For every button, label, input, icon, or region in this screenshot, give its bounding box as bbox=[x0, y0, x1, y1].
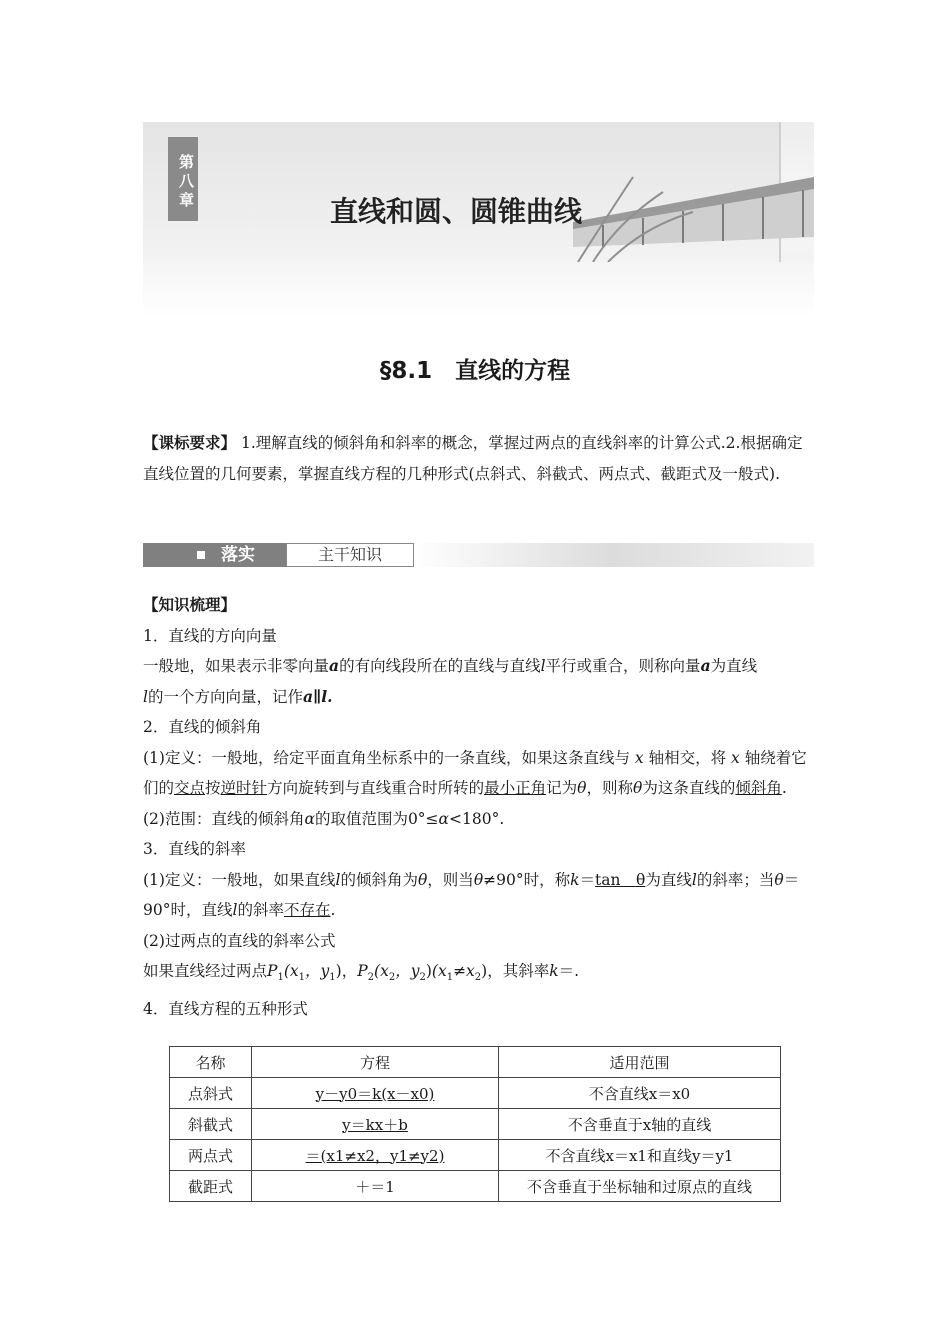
s3-formula: 如果直线经过两点$P_1(x_1$，$y_1$)，$P_2(x_2$，$y_2)(x_1\ne x_2)$，其斜率k＝. bbox=[143, 962, 580, 984]
row-equation: y－y0＝k(x－x0) bbox=[252, 1078, 499, 1109]
knowledge-content bbox=[143, 590, 814, 1024]
divider-dark-bar bbox=[143, 543, 286, 567]
s3-definition: (1)定义：一般地，如果直线l的倾斜角为θ，则当θ≠90°时，称k＝tan θ为直线l的斜率；当θ＝90°时，直线l的斜率不存在. bbox=[143, 870, 800, 919]
table-row bbox=[170, 1140, 781, 1171]
row-equation: ＋＝1 bbox=[252, 1171, 499, 1202]
requirements-text: 1.理解直线的倾斜角和斜率的概念，掌握过两点的直线斜率的计算公式.2.根据确定直线位置的几何要素，掌握直线方程的几种形式(点斜式、斜截式、两点式、截距式及一般式). bbox=[143, 434, 803, 483]
s2-range: (2)范围：直线的倾斜角α的取值范围为0°≤α<180°. bbox=[143, 809, 505, 828]
banner-water bbox=[143, 262, 814, 317]
row-name: 两点式 bbox=[170, 1140, 252, 1171]
table-row bbox=[170, 1109, 781, 1140]
curriculum-requirements bbox=[143, 428, 814, 490]
table-row bbox=[170, 1078, 781, 1109]
row-equation: y＝kx＋b bbox=[252, 1109, 499, 1140]
s4-title: 4．直线方程的五种形式 bbox=[143, 999, 308, 1018]
square-bullet-icon bbox=[197, 551, 205, 559]
row-equation: ＝(x1≠x2，y1≠y2) bbox=[252, 1140, 499, 1171]
s2-title: 2．直线的倾斜角 bbox=[143, 718, 262, 736]
row-range: 不含垂直于坐标轴和过原点的直线 bbox=[499, 1171, 781, 1202]
row-name: 点斜式 bbox=[170, 1078, 252, 1109]
row-range: 不含直线x＝x1和直线y＝y1 bbox=[499, 1140, 781, 1171]
requirements-label: 【课标要求】 bbox=[143, 434, 237, 452]
s3-subheading: (2)过两点的直线的斜率公式 bbox=[143, 931, 336, 950]
row-range: 不含垂直于x轴的直线 bbox=[499, 1109, 781, 1140]
table-row bbox=[170, 1171, 781, 1202]
row-name: 斜截式 bbox=[170, 1109, 252, 1140]
table-header-row bbox=[170, 1047, 781, 1078]
divider-light-label: 主干知识 bbox=[286, 543, 414, 567]
s1-body: 一般地，如果表示非零向量a的有向线段所在的直线与直线l平行或重合，则称向量a为直线 l的一个方向向量，记作a∥l. bbox=[143, 656, 758, 706]
s3-title: 3．直线的斜率 bbox=[143, 840, 246, 858]
header-name: 名称 bbox=[170, 1047, 252, 1078]
section-divider bbox=[143, 543, 814, 567]
header-equation: 方程 bbox=[252, 1047, 499, 1078]
divider-dark-label: 落实 bbox=[221, 545, 255, 565]
knowledge-heading: 【知识梳理】 bbox=[143, 596, 237, 614]
header-range: 适用范围 bbox=[499, 1047, 781, 1078]
s2-definition: (1)定义：一般地，给定平面直角坐标系中的一条直线，如果这条直线与 x 轴相交，将 x 轴绕着它们的交点按逆时针方向旋转到与直线重合时所转的最小正角记为θ，则称θ为这条直线的倾斜角. bbox=[143, 748, 807, 797]
chapter-title: 直线和圆、圆锥曲线 bbox=[330, 195, 583, 228]
section-title: §8.1 直线的方程 bbox=[379, 358, 571, 384]
chapter-tag: 第八章 bbox=[168, 137, 198, 221]
row-name: 截距式 bbox=[170, 1171, 252, 1202]
row-range: 不含直线x＝x0 bbox=[499, 1078, 781, 1109]
s1-title: 1．直线的方向向量 bbox=[143, 626, 277, 645]
line-equation-forms-table bbox=[169, 1046, 781, 1202]
